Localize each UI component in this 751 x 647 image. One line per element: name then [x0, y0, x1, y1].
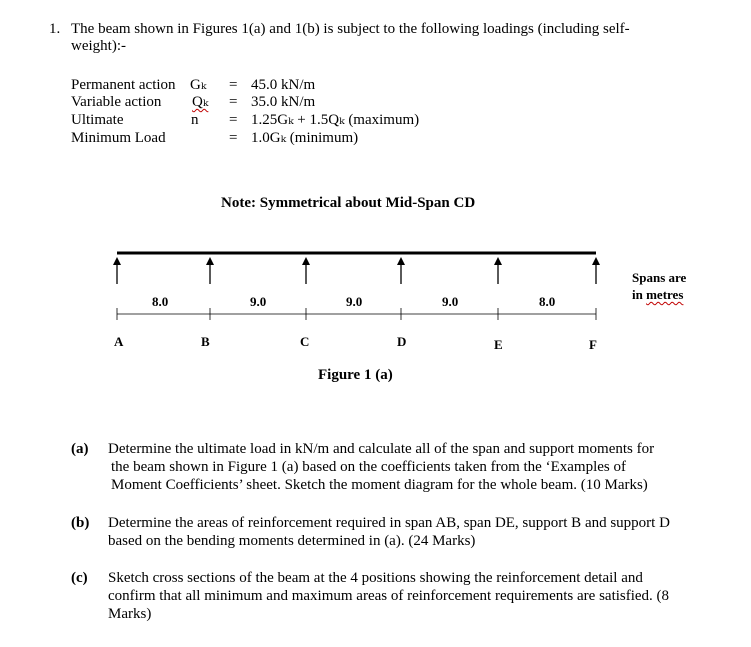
support-label-d: D [397, 334, 407, 349]
question-line-2: weight):- [71, 38, 126, 54]
spans-note-line-2 [632, 287, 683, 303]
figure-caption: Figure 1 (a) [318, 367, 393, 383]
loading-value: 1.25Gₖ + 1.5Qₖ (maximum) [251, 112, 420, 128]
support-label-b: B [201, 334, 210, 349]
loading-equals: = [229, 77, 238, 93]
support-arrow [397, 257, 405, 284]
support-arrow [592, 257, 600, 284]
loading-equals: = [229, 130, 238, 146]
spans-note-line-1: Spans are [632, 270, 687, 285]
part-b-label: (b) [71, 515, 90, 531]
question-number: 1. [49, 21, 61, 37]
loading-value: 45.0 kN/m [251, 77, 316, 93]
part-a-line-2: the beam shown in Figure 1 (a) based on the coefficients taken from the ‘Examples of [111, 459, 626, 475]
support-arrow [494, 257, 502, 284]
support-arrow [113, 257, 121, 284]
part-c-line-1: Sketch cross sections of the beam at the 4 positions showing the reinforcement detail and [108, 570, 643, 586]
loading-symbol: Qₖ [192, 94, 209, 110]
symmetry-note: Note: Symmetrical about Mid-Span CD [221, 195, 476, 211]
loading-label: Variable action [71, 94, 162, 110]
part-b-line-1: Determine the areas of reinforcement required in span AB, span DE, support B and support D [108, 515, 670, 531]
support-arrow [206, 257, 214, 284]
loading-label: Minimum Load [71, 130, 166, 146]
span-label-cd: 9.0 [346, 294, 363, 309]
loading-equals: = [229, 112, 238, 128]
part-a-line-3: Moment Coefficients’ sheet. Sketch the moment diagram for the whole beam. (10 Marks) [111, 477, 648, 493]
span-label-ab: 8.0 [152, 294, 169, 309]
support-label-a: A [114, 334, 124, 349]
part-a-label: (a) [71, 441, 89, 457]
span-label-de: 9.0 [442, 294, 459, 309]
loading-symbol: Gₖ [190, 77, 207, 93]
support-arrow [302, 257, 310, 284]
loading-label: Ultimate [71, 112, 124, 128]
part-a-line-1: Determine the ultimate load in kN/m and calculate all of the span and support moments for [108, 441, 655, 457]
part-c-label: (c) [71, 570, 88, 586]
spans-note-metres: metres [646, 287, 684, 302]
spans-note-in: in [632, 287, 647, 302]
loading-value: 1.0Gₖ (minimum) [251, 130, 359, 146]
support-arrows [113, 257, 600, 284]
support-label-f: F [589, 337, 597, 352]
loading-symbol: n [191, 112, 199, 128]
part-c-line-2: confirm that all minimum and maximum areas of reinforcement requirements are satisfied. (8 [108, 588, 670, 604]
part-c-line-3: Marks) [108, 606, 152, 622]
span-label-ef: 8.0 [539, 294, 556, 309]
part-b-line-2: based on the bending moments determined in (a). (24 Marks) [108, 533, 476, 549]
span-label-bc: 9.0 [250, 294, 267, 309]
support-label-c: C [300, 334, 310, 349]
loading-equals: = [229, 94, 238, 110]
question-line-1: The beam shown in Figures 1(a) and 1(b) is subject to the following loadings (including self- [71, 21, 630, 37]
loading-label: Permanent action [71, 77, 176, 93]
support-label-e: E [494, 337, 503, 352]
loading-value: 35.0 kN/m [251, 94, 316, 110]
